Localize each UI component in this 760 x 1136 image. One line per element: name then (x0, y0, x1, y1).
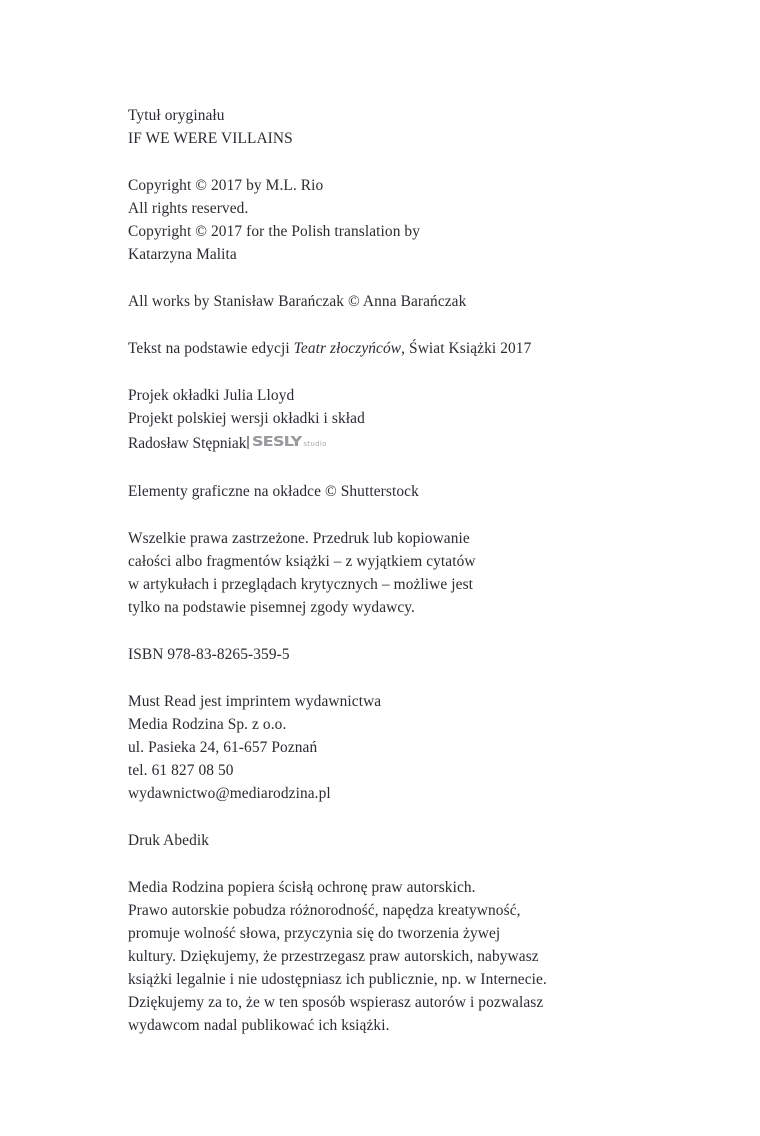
copyright-line-3: Copyright © 2017 for the Polish translation by (128, 223, 421, 240)
copyright-line-1: Copyright © 2017 by M.L. Rio (128, 177, 324, 194)
publisher-email: wydawnictwo@mediarodzina.pl (128, 785, 331, 802)
anti-piracy-line-1: Media Rodzina popiera ścisłą ochronę praw autorskich. (128, 879, 476, 896)
logo-divider-bar (247, 436, 249, 449)
copyright-line-4: Katarzyna Malita (128, 246, 237, 263)
imprint-line-1: Must Read jest imprintem wydawnictwa (128, 693, 382, 710)
anti-piracy-line-4: kultury. Dziękujemy, że przestrzegasz praw autorskich, nabywasz (128, 948, 539, 965)
anti-piracy-line-7: wydawcom nadal publikować ich książki. (128, 1017, 390, 1034)
isbn-value: ISBN 978-83-8265-359-5 (128, 646, 290, 663)
rights-line-4: tylko na podstawie pisemnej zgody wydawcy. (128, 599, 416, 616)
rights-line-1: Wszelkie prawa zastrzeżone. Przedruk lub kopiowanie (128, 530, 470, 547)
copyright-page-content (128, 104, 648, 1037)
original-title-value: IF WE WERE VILLAINS (128, 130, 293, 147)
source-edition-block (128, 337, 648, 360)
imprint-block (128, 690, 648, 805)
original-title-label: Tytuł oryginału (128, 107, 225, 124)
rights-reserved-block (128, 527, 648, 619)
cover-credits-block (128, 384, 648, 455)
anti-piracy-line-3: promuje wolność słowa, przyczynia się do tworzenia żywej (128, 925, 501, 942)
original-title-block (128, 104, 648, 150)
publisher-name: Media Rodzina Sp. z o.o. (128, 716, 287, 733)
anti-piracy-line-2: Prawo autorskie pobudza różnorodność, napędza kreatywność, (128, 902, 521, 919)
logo-wordmark: SESLY (252, 431, 302, 454)
logo-subtext: studio (303, 440, 327, 448)
source-edition-line (128, 337, 648, 360)
anti-piracy-line-5: książki legalnie i nie udostępniasz ich publicznie, np. w Internecie. (128, 971, 547, 988)
anti-piracy-block (128, 876, 648, 1037)
copyright-block (128, 174, 648, 266)
sesly-studio-logo (247, 431, 326, 454)
copyright-line-2: All rights reserved. (128, 200, 249, 217)
source-edition-suffix: , Świat Książki 2017 (401, 340, 532, 357)
source-edition-prefix: Tekst na podstawie edycji (128, 340, 294, 357)
printer-line: Druk Abedik (128, 832, 210, 849)
isbn-block (128, 643, 648, 666)
cover-graphics-block (128, 480, 648, 503)
polish-cover-design-line: Projekt polskiej wersji okładki i skład (128, 410, 365, 427)
printer-block (128, 829, 648, 852)
rights-line-2: całości albo fragmentów książki – z wyjątkiem cytatów (128, 553, 476, 570)
cover-graphics-line: Elementy graficzne na okładce © Shutterstock (128, 483, 419, 500)
rights-line-3: w artykułach i przeglądach krytycznych – możliwe jest (128, 576, 474, 593)
source-edition-title: Teatr złoczyńców (293, 340, 402, 357)
cover-design-line: Projek okładki Julia Lloyd (128, 387, 295, 404)
typesetter-credit-line (128, 430, 648, 455)
publisher-phone: tel. 61 827 08 50 (128, 762, 234, 779)
publisher-address: ul. Pasieka 24, 61-657 Poznań (128, 739, 318, 756)
typesetter-name: Radosław Stępniak (128, 435, 247, 452)
anti-piracy-line-6: Dziękujemy za to, że w ten sposób wspierasz autorów i pozwalasz (128, 994, 544, 1011)
works-credit-block (128, 290, 648, 313)
works-credit-line: All works by Stanisław Barańczak © Anna Barańczak (128, 293, 467, 310)
